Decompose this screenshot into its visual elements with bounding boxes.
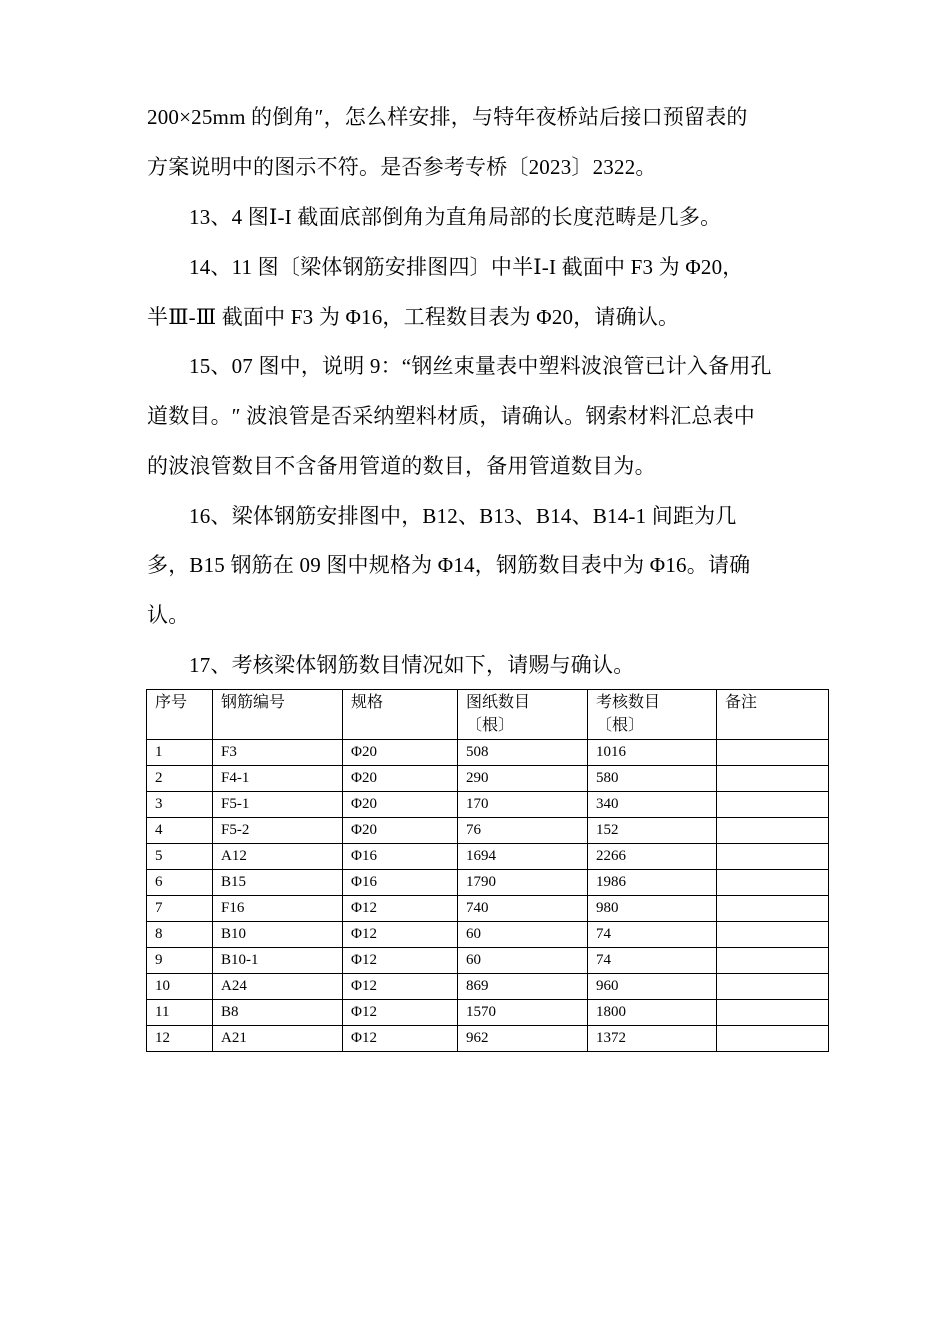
table-row: [147, 740, 829, 766]
cell-check-qty: 74: [588, 922, 717, 948]
header-check-qty-line1: 考核数目: [596, 694, 661, 711]
cell-spec: Φ20: [343, 766, 458, 792]
table-header-row: [147, 690, 829, 740]
cell-check-qty: 1986: [588, 870, 717, 896]
cell-bar-id: B10: [213, 922, 343, 948]
cell-bar-id: F5-2: [213, 818, 343, 844]
cell-no: 7: [147, 896, 213, 922]
header-check-qty-line2: 〔根〕: [596, 717, 645, 734]
rebar-quantity-table: [146, 689, 829, 1052]
cell-spec: Φ16: [343, 870, 458, 896]
table-row: [147, 818, 829, 844]
cell-bar-id: B8: [213, 1000, 343, 1026]
table-row: [147, 974, 829, 1000]
cell-check-qty: 1016: [588, 740, 717, 766]
cell-drawing-qty: 60: [458, 948, 588, 974]
table-row: [147, 896, 829, 922]
cell-drawing-qty: 1570: [458, 1000, 588, 1026]
cell-remark: [717, 1026, 829, 1052]
cell-remark: [717, 922, 829, 948]
cell-spec: Φ12: [343, 896, 458, 922]
cell-drawing-qty: 1790: [458, 870, 588, 896]
cell-remark: [717, 948, 829, 974]
cell-drawing-qty: 60: [458, 922, 588, 948]
cell-no: 5: [147, 844, 213, 870]
table-row: [147, 948, 829, 974]
text-line: 道数目。″ 波浪管是否采纳塑料材质，请确认。钢索材料汇总表中: [147, 404, 755, 428]
table-row: [147, 870, 829, 896]
cell-drawing-qty: 740: [458, 896, 588, 922]
text-line: 多，B15 钢筋在 09 图中规格为 Φ14，钢筋数目表中为 Φ16。请确: [147, 553, 751, 577]
table-row: [147, 922, 829, 948]
cell-check-qty: 2266: [588, 844, 717, 870]
cell-no: 9: [147, 948, 213, 974]
cell-drawing-qty: 869: [458, 974, 588, 1000]
header-drawing-qty-line1: 图纸数目: [466, 694, 531, 711]
cell-no: 11: [147, 1000, 213, 1026]
item-14-text: 14、11 图〔梁体钢筋安排图四〕中半Ⅰ-I 截面中 F3 为 Φ20，: [189, 255, 744, 279]
cell-bar-id: A21: [213, 1026, 343, 1052]
cell-remark: [717, 792, 829, 818]
cell-bar-id: F3: [213, 740, 343, 766]
cell-bar-id: F16: [213, 896, 343, 922]
cell-drawing-qty: 76: [458, 818, 588, 844]
cell-remark: [717, 766, 829, 792]
header-spec: 规格: [343, 690, 458, 740]
cell-no: 12: [147, 1026, 213, 1052]
table-row: [147, 766, 829, 792]
item-16-text: 16、梁体钢筋安排图中，B12、B13、B14、B14-1 间距为几: [189, 504, 737, 528]
cell-drawing-qty: 508: [458, 740, 588, 766]
cell-no: 3: [147, 792, 213, 818]
cell-no: 1: [147, 740, 213, 766]
text-line: 200×25mm 的倒角″，怎么样安排，与特年夜桥站后接口预留表的: [147, 105, 748, 129]
cell-check-qty: 980: [588, 896, 717, 922]
cell-drawing-qty: 170: [458, 792, 588, 818]
cell-spec: Φ16: [343, 844, 458, 870]
header-drawing-qty: [458, 690, 588, 740]
table-row: [147, 844, 829, 870]
cell-bar-id: F4-1: [213, 766, 343, 792]
cell-check-qty: 1800: [588, 1000, 717, 1026]
text-line: 方案说明中的图示不符。是否参考专桥〔2023〕2322。: [147, 155, 657, 179]
header-no: 序号: [147, 690, 213, 740]
cell-remark: [717, 818, 829, 844]
cell-no: 10: [147, 974, 213, 1000]
item-13-text: 13、4 图Ⅰ-I 截面底部倒角为直角局部的长度范畴是几多。: [189, 205, 722, 229]
text-line: 的波浪管数目不含备用管道的数目，备用管道数目为。: [147, 454, 656, 478]
cell-bar-id: A24: [213, 974, 343, 1000]
cell-spec: Φ12: [343, 1026, 458, 1052]
cell-bar-id: A12: [213, 844, 343, 870]
cell-spec: Φ12: [343, 922, 458, 948]
cell-drawing-qty: 962: [458, 1026, 588, 1052]
cell-spec: Φ20: [343, 740, 458, 766]
table-row: [147, 1026, 829, 1052]
cell-remark: [717, 896, 829, 922]
cell-remark: [717, 1000, 829, 1026]
cell-check-qty: 1372: [588, 1026, 717, 1052]
table-row: [147, 792, 829, 818]
header-bar-id: 钢筋编号: [213, 690, 343, 740]
cell-check-qty: 74: [588, 948, 717, 974]
cell-spec: Φ20: [343, 818, 458, 844]
cell-check-qty: 340: [588, 792, 717, 818]
cell-remark: [717, 740, 829, 766]
cell-drawing-qty: 1694: [458, 844, 588, 870]
cell-spec: Φ12: [343, 948, 458, 974]
cell-spec: Φ20: [343, 792, 458, 818]
header-check-qty: [588, 690, 717, 740]
table-row: [147, 1000, 829, 1026]
cell-check-qty: 960: [588, 974, 717, 1000]
cell-bar-id: B10-1: [213, 948, 343, 974]
cell-remark: [717, 844, 829, 870]
item-15-text: 15、07 图中，说明 9：“钢丝束量表中塑料波浪管已计入备用孔: [189, 354, 772, 378]
header-drawing-qty-line2: 〔根〕: [466, 717, 515, 734]
cell-check-qty: 580: [588, 766, 717, 792]
cell-no: 2: [147, 766, 213, 792]
cell-remark: [717, 974, 829, 1000]
text-line: 半Ⅲ-Ⅲ 截面中 F3 为 Φ16，工程数目表为 Φ20，请确认。: [147, 305, 680, 329]
item-17-text: 17、考核梁体钢筋数目情况如下，请赐与确认。: [189, 653, 635, 677]
cell-check-qty: 152: [588, 818, 717, 844]
cell-no: 4: [147, 818, 213, 844]
header-remark: 备注: [717, 690, 829, 740]
cell-spec: Φ12: [343, 1000, 458, 1026]
text-line: 认。: [147, 603, 190, 627]
cell-spec: Φ12: [343, 974, 458, 1000]
cell-remark: [717, 870, 829, 896]
cell-bar-id: F5-1: [213, 792, 343, 818]
cell-bar-id: B15: [213, 870, 343, 896]
cell-drawing-qty: 290: [458, 766, 588, 792]
cell-no: 6: [147, 870, 213, 896]
cell-no: 8: [147, 922, 213, 948]
